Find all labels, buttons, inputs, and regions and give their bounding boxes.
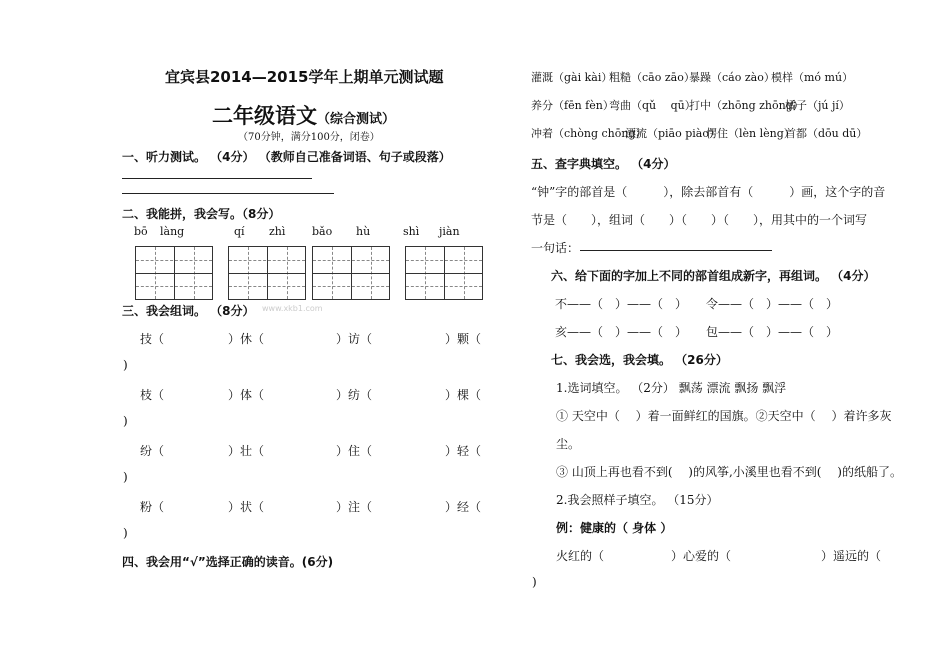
pinyin-label: jiàn (439, 225, 460, 238)
compose-close: ) (123, 414, 128, 428)
reading-item: 冲着（chòng chōng） (531, 127, 647, 140)
sec7-q1-line: ① 天空中（ ）着一面鲜红的国旗。②天空中（ ）着许多灰 (556, 409, 892, 423)
compose-close: ) (123, 470, 128, 484)
answer-line (122, 193, 334, 194)
compose-cell: ）状（ (228, 500, 265, 514)
compose-cell: ）体（ (228, 388, 265, 402)
reading-item: 灌溉（gài kài） (531, 71, 613, 84)
compose-cell: 纷（ (140, 444, 165, 458)
compose-cell: 枝（ (140, 388, 165, 402)
reading-item: 弯曲（qǔ qū） (609, 99, 696, 112)
subject-title (212, 100, 395, 130)
reading-item: 暴躁（cáo zào） (689, 71, 775, 84)
writing-grid[interactable] (312, 246, 390, 300)
compose-cell: ）休（ (228, 332, 265, 346)
sec2-heading: 二、我能拼，我会写。（8分） (122, 207, 281, 221)
sec4-heading: 四、我会用“√”选择正确的读音。(6分) (122, 555, 334, 569)
compose-close: ) (123, 526, 128, 540)
reading-item: 漂流（piāo piào） (625, 127, 720, 140)
sec3-heading: 三、我会组词。 （8分） (122, 304, 255, 318)
compose-cell: ）棵（ (445, 388, 482, 402)
sec7-q1-line: 尘。 (556, 437, 581, 451)
sec5-line: 节是（ ），组词（ ）（ ）（ ），用其中的一个词写 (531, 213, 868, 227)
compose-cell: ）壮（ (228, 444, 265, 458)
fill-close: ) (532, 575, 537, 589)
pinyin-label: bǎo (312, 225, 333, 238)
fill-item: 火红的（ (556, 549, 605, 563)
reading-item: 模样（mó mú） (771, 71, 854, 84)
writing-grid[interactable] (135, 246, 213, 300)
writing-grid[interactable] (405, 246, 483, 300)
radical-item: 亥——（ ）——（ ） (555, 325, 688, 339)
compose-cell: ）注（ (336, 500, 373, 514)
reading-item: 打中（zhōng zhōng） (689, 99, 804, 112)
fill-item: ）遥远的（ (821, 549, 882, 563)
compose-close: ) (123, 358, 128, 372)
radical-item: 不——（ ）——（ ） (555, 297, 688, 311)
pinyin-label: qí (234, 225, 245, 238)
sentence-answer-line (580, 250, 772, 251)
reading-item: 愣住（lèn lèng） (706, 127, 795, 140)
exam-title: 宜宾县2014—2015学年上期单元测试题 (165, 68, 444, 86)
reading-item: 粗糙（cāo zāo） (609, 71, 695, 84)
pinyin-label: hù (356, 225, 371, 238)
sec7-example: 例：健康的（ 身体 ） (556, 521, 673, 535)
sec5-line: “钟”字的部首是（ ），除去部首有（ ）画，这个字的音 (531, 185, 886, 199)
compose-cell: ）轻（ (445, 444, 482, 458)
sec6-heading: 六、给下面的字加上不同的部首组成新字，再组词。 （4分） (551, 269, 876, 283)
compose-cell: ）经（ (445, 500, 482, 514)
pinyin-label: bō (134, 225, 148, 238)
sec7-heading: 七、我会选，我会填。 （26分） (551, 353, 728, 367)
exam-info: （70分钟，满分100分，闭卷） (238, 132, 380, 143)
compose-cell: 技（ (140, 332, 165, 346)
sec7-q2: 2.我会照样子填空。 （15分） (556, 493, 719, 507)
compose-cell: ）访（ (336, 332, 373, 346)
watermark: www.xkb1.com (262, 304, 323, 313)
compose-cell: 粉（ (140, 500, 165, 514)
sec5-line: 一句话： (531, 241, 580, 255)
reading-item: 首都（dōu dū） (785, 127, 868, 140)
subject-name: 二年级语文 (212, 104, 317, 128)
sec7-q1: 1.选词填空。 （2分） 飘荡 漂流 飘扬 飘浮 (556, 381, 787, 395)
sec7-q1-line: ③ 山顶上再也看不到( )的风筝,小溪里也看不到( )的纸船了。 (556, 465, 902, 479)
writing-grid[interactable] (228, 246, 306, 300)
sec5-heading: 五、查字典填空。 （4分） (531, 157, 676, 171)
radical-item: 令——（ ）——（ ） (706, 297, 839, 311)
answer-line (122, 178, 312, 179)
sec1-heading: 一、听力测试。 （4分） （教师自己准备词语、句子或段落） (122, 150, 451, 164)
compose-cell: ）颗（ (445, 332, 482, 346)
compose-cell: ）住（ (336, 444, 373, 458)
pinyin-label: zhì (269, 225, 286, 238)
pinyin-label: shì (403, 225, 420, 238)
reading-item: 橘子（jú jí） (785, 99, 850, 112)
subject-paren: （综合测试） (317, 112, 396, 127)
reading-item: 养分（fēn fèn） (531, 99, 614, 112)
fill-item: ）心爱的（ (671, 549, 732, 563)
pinyin-label: làng (160, 225, 185, 238)
compose-cell: ）纺（ (336, 388, 373, 402)
radical-item: 包——（ ）——（ ） (706, 325, 839, 339)
